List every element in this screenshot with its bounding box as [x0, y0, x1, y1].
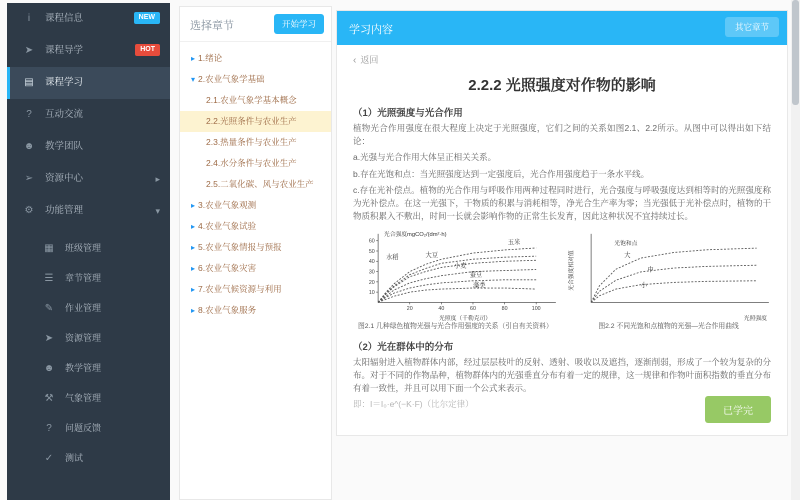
other-chapters-button[interactable]: 其它章节 [725, 17, 779, 37]
gear-icon: ⚙ [24, 205, 34, 216]
paper-plane-icon: ➤ [24, 45, 34, 56]
tree-item-label: 7.农业气候资源与利用 [198, 284, 282, 294]
tree-item-section-2-3[interactable] [180, 132, 331, 153]
chevron-down-icon[interactable]: ▾ [190, 75, 195, 84]
back-arrow-icon: ‹ [353, 55, 357, 66]
submenu-item-label: 班级管理 [65, 243, 102, 253]
tree-item-section-2-5[interactable] [180, 174, 331, 195]
chevron-right-icon[interactable]: ▸ [190, 264, 195, 273]
tree-item-chapter-3[interactable] [180, 195, 331, 216]
content-header-title: 学习内容 [349, 24, 393, 36]
svg-text:光照强度: 光照强度 [743, 316, 768, 322]
submenu-item-teaching-management[interactable] [7, 353, 170, 383]
back-link[interactable] [353, 53, 771, 66]
svg-text:玉米: 玉米 [507, 239, 521, 247]
tree-item-chapter-4[interactable] [180, 216, 331, 237]
people-icon: ☻ [23, 141, 35, 152]
management-submenu [7, 233, 170, 473]
tree-item-label: 2.农业气象学基础 [198, 74, 265, 84]
submenu-item-homework-management[interactable] [7, 293, 170, 323]
paragraph-2: 太阳辐射进入植物群体内部，经过层层枝叶的反射、透射、吸收以及遮挡，逐渐削弱，形成了一个较为复杂的分布。对于不同的作物品种，植物群体内的光强垂直分布有着一定的规律，这一规律和作物叶面积指数的垂直分布有着一致性，并且可以用下面一个公式来表示。 [353, 356, 771, 394]
submenu-item-label: 章节管理 [65, 273, 102, 283]
figure-2-2 [566, 229, 771, 332]
svg-text:大: 大 [624, 252, 631, 260]
svg-text:光照度（千勒克司）: 光照度（千勒克司） [439, 316, 492, 322]
book-icon: ▤ [24, 77, 34, 88]
chapter-tree [180, 42, 331, 321]
paragraph-c: c.存在光补偿点。植物的光合作用与呼吸作用两种过程同时进行，光合强度与呼吸强度达到相等时的光照强度称为光补偿点。在这一光强下，干物质的积累与消耗相等，净光合生产率为零；当光强低于光补偿点时，植物的干物质积累入不敷出，时间一长就会影响作物的正常生长发育，因此这种状况不宜持续过长。 [353, 184, 771, 222]
page-scrollbar-thumb[interactable] [792, 0, 799, 105]
svg-text:30: 30 [368, 269, 375, 276]
svg-text:50: 50 [368, 249, 375, 256]
chevron-right-icon: ▸ [155, 174, 160, 184]
tree-item-label: 2.5.二氧化碳、风与农业生产 [206, 179, 314, 189]
figure-2-1 [353, 229, 558, 332]
svg-text:小: 小 [640, 282, 648, 290]
sidebar-item-label: 课程信息 [45, 13, 84, 24]
hot-badge: HOT [135, 44, 160, 56]
sidebar-item-label: 互动交流 [45, 109, 84, 120]
sidebar-item-label: 课程导学 [45, 45, 84, 56]
svg-text:大豆: 大豆 [425, 252, 439, 260]
content-body [337, 45, 787, 429]
svg-text:60: 60 [368, 238, 375, 245]
submenu-item-label: 气象管理 [65, 393, 102, 403]
share-icon: ➢ [24, 173, 34, 184]
sidebar-item-interaction[interactable] [7, 99, 170, 131]
sidebar [7, 3, 170, 500]
chevron-right-icon[interactable]: ▸ [190, 201, 195, 210]
paragraph-b: b.存在光饱和点：当光照强度达到一定强度后，光合作用强度趋于一条水平线。 [353, 168, 650, 179]
svg-text:藻类: 藻类 [472, 282, 486, 290]
tree-item-label: 6.农业气象灾害 [198, 263, 257, 273]
tree-item-chapter-7[interactable] [180, 279, 331, 300]
section-heading-2: （2）光在群体中的分布 [353, 341, 454, 353]
chevron-down-icon: ▾ [155, 206, 160, 216]
svg-text:40: 40 [438, 306, 445, 313]
submenu-item-label: 问题反馈 [65, 423, 102, 433]
sidebar-item-teaching-team[interactable] [7, 131, 170, 163]
page-title: 2.2.2 光照强度对作物的影响 [468, 77, 656, 94]
submenu-item-feedback[interactable] [7, 413, 170, 443]
svg-text:中: 中 [647, 266, 654, 274]
people-icon: ☻ [43, 363, 55, 374]
tree-item-chapter-5[interactable] [180, 237, 331, 258]
tree-item-label: 5.农业气象情报与预报 [198, 242, 282, 252]
submenu-item-weather-management[interactable] [7, 383, 170, 413]
tree-item-chapter-2[interactable] [180, 69, 331, 90]
sidebar-item-label: 教学团队 [45, 141, 84, 152]
paragraph: 植物光合作用强度在很大程度上决定于光照强度，它们之间的关系如图2.1、2.2所示。从图中可以得出如下结论： [353, 123, 771, 147]
section-heading-1: （1）光照强度与光合作用 [353, 108, 463, 119]
chevron-right-icon[interactable]: ▸ [190, 306, 195, 315]
light-response-by-crop-chart [353, 229, 558, 322]
chapter-panel-title: 选择章节 [190, 20, 234, 32]
svg-text:蚕豆: 蚕豆 [469, 271, 483, 279]
sidebar-item-course-learning[interactable] [7, 67, 170, 99]
svg-text:20: 20 [368, 279, 375, 286]
svg-text:100: 100 [531, 306, 541, 313]
figure-2-1-caption: 图2.1 几种绿色植物光强与光合作用强度的关系（引自有关资料） [357, 322, 553, 330]
page-scrollbar-track[interactable] [791, 0, 800, 500]
tree-item-label: 1.绪论 [198, 53, 223, 63]
learning-content-card [336, 10, 788, 436]
submenu-item-chapter-management[interactable] [7, 263, 170, 293]
tree-item-label: 3.农业气象观测 [198, 200, 257, 210]
paragraph-a: a.光强与光合作用大体呈正相关关系。 [353, 152, 497, 163]
tools-icon: ⚒ [44, 393, 54, 404]
svg-text:40: 40 [368, 259, 375, 266]
svg-text:80: 80 [501, 306, 508, 313]
tree-item-section-2-4[interactable] [180, 153, 331, 174]
finished-learning-button[interactable]: 已学完 [705, 396, 771, 423]
svg-text:水稻: 水稻 [386, 254, 399, 262]
tree-item-label: 2.2.光照条件与农业生产 [206, 116, 297, 126]
sidebar-item-resource-center[interactable] [7, 163, 170, 195]
chapter-panel-header [180, 7, 331, 42]
tree-item-chapter-8[interactable] [180, 300, 331, 321]
submenu-item-label: 测试 [65, 453, 84, 463]
svg-text:20: 20 [406, 306, 413, 313]
svg-text:10: 10 [368, 290, 375, 297]
submenu-item-resource-management[interactable] [7, 323, 170, 353]
tree-item-section-2-1[interactable] [180, 90, 331, 111]
list-icon: ☰ [44, 273, 54, 284]
tree-item-chapter-1[interactable] [180, 48, 331, 69]
check-icon: ✓ [44, 453, 54, 464]
svg-text:小麦: 小麦 [454, 262, 467, 270]
formula-line: 即：I＝I₀·e^(−K·F)（比尔定律） [353, 399, 474, 410]
figures-row [353, 229, 771, 332]
new-badge: NEW [134, 12, 160, 24]
sidebar-item-label: 课程学习 [45, 77, 84, 88]
chevron-right-icon[interactable]: ▸ [190, 222, 195, 231]
tree-item-label: 2.4.水分条件与农业生产 [206, 158, 297, 168]
back-label: 返回 [360, 55, 379, 65]
chapter-panel [179, 6, 332, 500]
svg-text:60: 60 [470, 306, 476, 313]
grid-icon: ▦ [44, 243, 54, 254]
send-icon: ➤ [44, 333, 54, 344]
sidebar-item-function-management[interactable] [7, 195, 170, 227]
svg-text:光饱和点: 光饱和点 [614, 240, 638, 247]
tree-item-chapter-6[interactable] [180, 258, 331, 279]
info-icon: i [27, 13, 31, 24]
question-icon: ? [46, 423, 52, 434]
tree-item-label: 4.农业气象试验 [198, 221, 257, 231]
submenu-item-label: 作业管理 [65, 303, 102, 313]
svg-text:光合强度mgCO₂/(dm²·h): 光合强度mgCO₂/(dm²·h) [383, 231, 447, 238]
pencil-icon: ✎ [44, 303, 54, 314]
start-learning-button[interactable]: 开始学习 [274, 14, 324, 34]
tree-item-label: 2.3.热量条件与农业生产 [206, 137, 297, 147]
submenu-item-test[interactable] [7, 443, 170, 473]
submenu-item-class-management[interactable] [7, 233, 170, 263]
submenu-item-label: 教学管理 [65, 363, 102, 373]
chevron-right-icon[interactable]: ▸ [190, 54, 195, 63]
light-saturation-chart [566, 229, 771, 322]
tree-item-label: 2.1.农业气象学基本概念 [206, 95, 297, 105]
chevron-right-icon[interactable]: ▸ [190, 285, 195, 294]
sidebar-item-label: 功能管理 [45, 205, 84, 216]
submenu-item-label: 资源管理 [65, 333, 102, 343]
chevron-right-icon[interactable]: ▸ [190, 243, 195, 252]
content-header-bar [337, 11, 787, 45]
tree-item-label: 8.农业气象服务 [198, 305, 257, 315]
tree-item-section-2-2-selected[interactable] [180, 111, 331, 132]
sidebar-item-label: 资源中心 [45, 173, 84, 184]
question-icon: ? [26, 109, 32, 120]
figure-2-2-caption: 图2.2 不同光饱和点植物的光强—光合作用曲线 [598, 322, 739, 330]
sidebar-item-course-info[interactable] [7, 3, 170, 35]
svg-text:光合强度相对值: 光合强度相对值 [568, 250, 575, 291]
sidebar-item-course-guide[interactable] [7, 35, 170, 67]
